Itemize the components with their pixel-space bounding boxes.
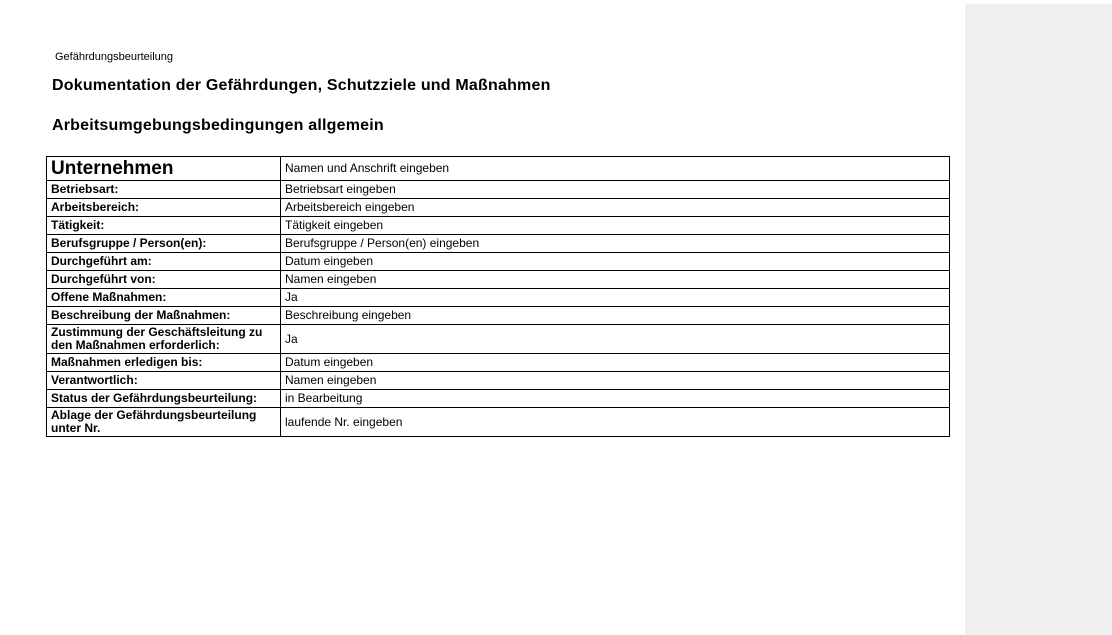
row-value-field[interactable]: Betriebsart eingeben [281,181,950,199]
row-value-field[interactable]: Namen eingeben [281,372,950,390]
row-value-field[interactable]: Datum eingeben [281,253,950,271]
row-label: Arbeitsbereich: [47,199,281,217]
row-value-field[interactable]: Tätigkeit eingeben [281,217,950,235]
row-label: Durchgeführt von: [47,271,281,289]
row-label: Ablage der Gefährdungsbeurteilung unter Nr. [47,408,281,437]
row-label: Betriebsart: [47,181,281,199]
row-value-field[interactable]: laufende Nr. eingeben [281,408,950,437]
form-row-durchgefuehrt-von [47,271,950,289]
row-label: Offene Maßnahmen: [47,289,281,307]
form-row-erledigen-bis [47,354,950,372]
form-row-status [47,390,950,408]
document-title: Dokumentation der Gefährdungen, Schutzziele und Maßnahmen [52,77,551,94]
row-label: Durchgeführt am: [47,253,281,271]
form-row-verantwortlich [47,372,950,390]
assessment-form-table [46,156,950,437]
form-row-beschreibung [47,307,950,325]
row-value-field[interactable]: Arbeitsbereich eingeben [281,199,950,217]
form-row-ablage [47,408,950,437]
row-label: Verantwortlich: [47,372,281,390]
row-label: Berufsgruppe / Person(en): [47,235,281,253]
form-row-offene-massnahmen [47,289,950,307]
row-label: Maßnahmen erledigen bis: [47,354,281,372]
row-value-select[interactable]: Ja [281,325,950,354]
row-value-select[interactable]: in Bearbeitung [281,390,950,408]
row-label: Beschreibung der Maßnahmen: [47,307,281,325]
section-title: Arbeitsumgebungsbedingungen allgemein [52,117,384,134]
row-label: Unternehmen [47,157,281,181]
form-row-betriebsart [47,181,950,199]
row-value-field[interactable]: Beschreibung eingeben [281,307,950,325]
form-row-zustimmung [47,325,950,354]
row-value-field[interactable]: Datum eingeben [281,354,950,372]
row-label: Zustimmung der Geschäftsleitung zu den Maßnahmen erforderlich: [47,325,281,354]
form-row-arbeitsbereich [47,199,950,217]
form-row-unternehmen [47,157,950,181]
row-value-field[interactable]: Namen und Anschrift eingeben [281,157,950,181]
row-value-select[interactable]: Ja [281,289,950,307]
side-panel [965,4,1112,635]
row-value-field[interactable]: Berufsgruppe / Person(en) eingeben [281,235,950,253]
form-row-taetigkeit [47,217,950,235]
row-value-field[interactable]: Namen eingeben [281,271,950,289]
row-label: Tätigkeit: [47,217,281,235]
form-row-berufsgruppe [47,235,950,253]
document-header-label: Gefährdungsbeurteilung [55,51,174,63]
row-label: Status der Gefährdungsbeurteilung: [47,390,281,408]
form-row-durchgefuehrt-am [47,253,950,271]
